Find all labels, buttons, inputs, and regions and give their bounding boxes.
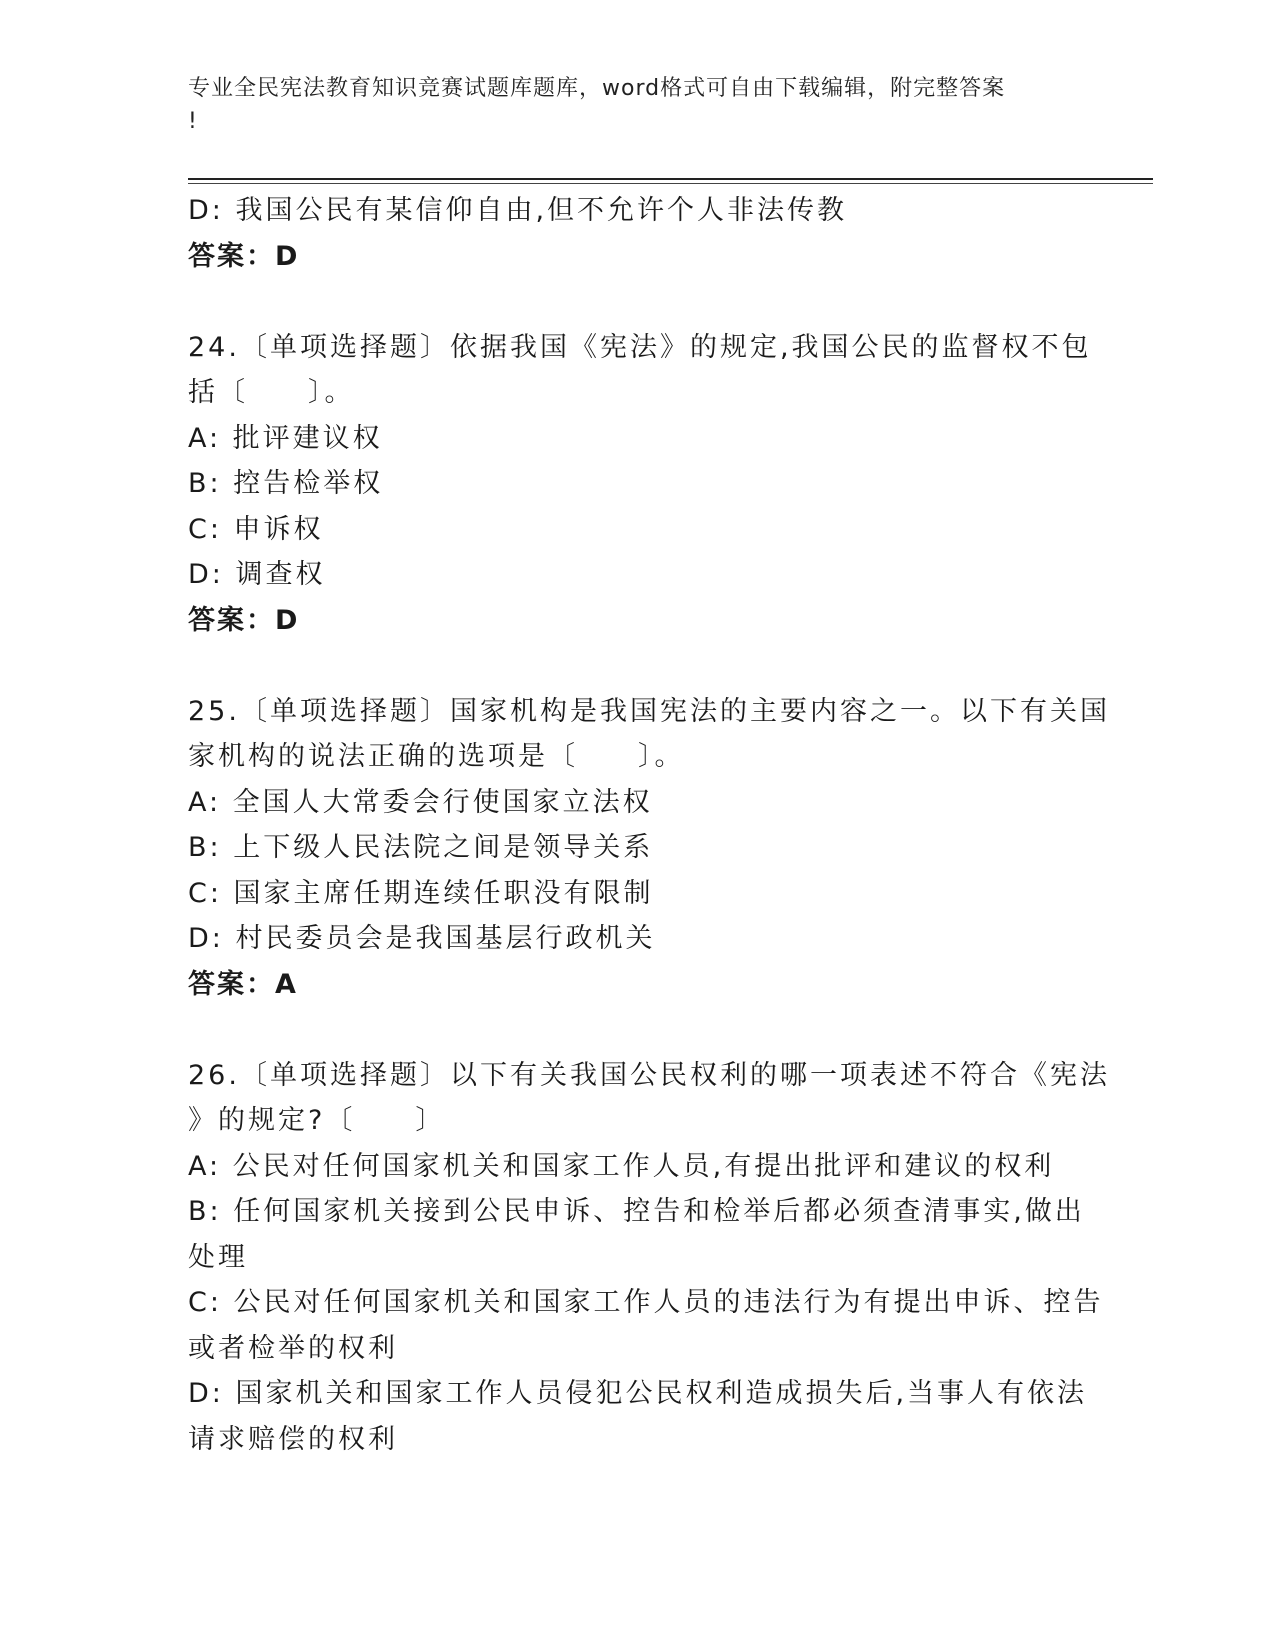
prev-answer: 答案：D <box>188 240 300 272</box>
option-c: C: 国家主席任期连续任职没有限制 <box>188 877 654 909</box>
option-a: A: 批评建议权 <box>188 422 383 454</box>
option-c: C: 申诉权 <box>188 513 324 545</box>
spacer <box>188 279 1088 325</box>
option-b-continuation: 处理 <box>188 1241 248 1273</box>
question-25 <box>188 689 1110 1008</box>
question-stem: 25.〔单项选择题〕国家机构是我国宪法的主要内容之一。以下有关国 <box>188 695 1110 727</box>
question-stem-continuation: 》的规定?〔 〕 <box>188 1105 446 1136</box>
document-body <box>188 188 1110 1462</box>
option-d-continuation: 请求赔偿的权利 <box>188 1423 398 1455</box>
prev-option-d: D: 我国公民有某信仰自由,但不允许个人非法传教 <box>188 195 848 226</box>
question-stem-continuation: 括〔 〕。 <box>188 377 355 408</box>
option-d: D: 调查权 <box>188 559 326 590</box>
answer: 答案：D <box>188 604 300 636</box>
question-24 <box>188 325 1092 644</box>
option-b: B: 上下级人民法院之间是领导关系 <box>188 832 654 863</box>
header-title: 专业全民宪法教育知识竞赛试题库题库，word格式可自由下载编辑，附完整答案 <box>188 76 1006 101</box>
option-c-continuation: 或者检举的权利 <box>188 1332 398 1364</box>
option-b: B: 控告检举权 <box>188 468 384 499</box>
option-a: A: 全国人大常委会行使国家立法权 <box>188 786 653 818</box>
answer: 答案：A <box>188 968 298 1000</box>
option-d: D: 村民委员会是我国基层行政机关 <box>188 923 656 954</box>
option-c: C: 公民对任何国家机关和国家工作人员的违法行为有提出申诉、控告 <box>188 1287 1104 1318</box>
header-title-continuation: ! <box>188 109 198 134</box>
question-stem: 26.〔单项选择题〕以下有关我国公民权利的哪一项表述不符合《宪法 <box>188 1059 1110 1091</box>
header-rule-thin <box>188 183 1153 184</box>
header-rule-thick <box>188 178 1153 180</box>
question-26 <box>188 1053 1110 1463</box>
question-stem: 24.〔单项选择题〕依据我国《宪法》的规定,我国公民的监督权不包 <box>188 331 1092 363</box>
question-stem-continuation: 家机构的说法正确的选项是〔 〕。 <box>188 741 685 772</box>
option-d: D: 国家机关和国家工作人员侵犯公民权利造成损失后,当事人有依法 <box>188 1378 1088 1409</box>
spacer <box>188 643 1088 689</box>
option-b: B: 任何国家机关接到公民申诉、控告和检举后都必须查清事实,做出 <box>188 1196 1085 1227</box>
option-a: A: 公民对任何国家机关和国家工作人员,有提出批评和建议的权利 <box>188 1150 1055 1182</box>
document-header <box>188 72 1068 138</box>
spacer <box>188 1007 1088 1053</box>
